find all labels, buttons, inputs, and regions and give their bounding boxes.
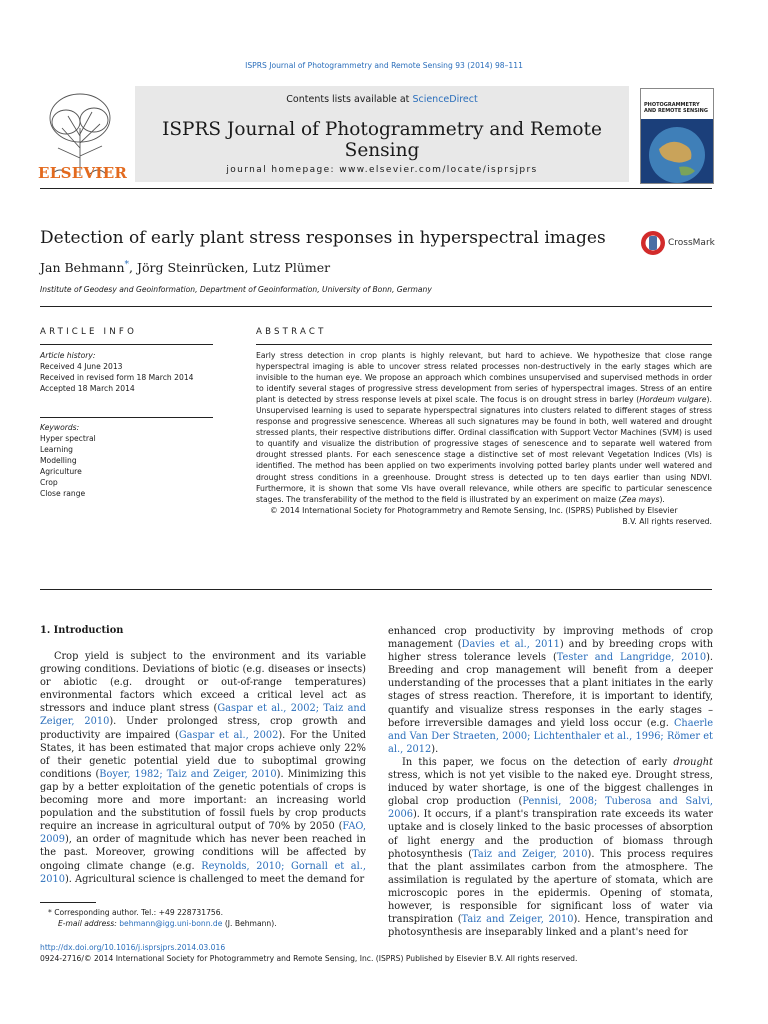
corresponding-author-note: * Corresponding author. Tel.: +49 228731756. (48, 908, 223, 917)
keyword-item: Agriculture (40, 467, 82, 476)
keyword-item: Close range (40, 489, 86, 498)
citation-link[interactable]: Gaspar et al., 2002 (178, 729, 279, 741)
history-label: Article history: (40, 351, 96, 360)
citation-link[interactable]: FAO, 2009 (40, 821, 366, 846)
received-date: Received 4 June 2013 (40, 362, 123, 371)
citation-link[interactable]: Gaspar et al., 2002; Taiz and Zeiger, 2010 (40, 703, 366, 728)
author-1: Jan Behmann (40, 260, 125, 276)
accepted-date: Accepted 18 March 2014 (40, 384, 135, 393)
footnote (40, 907, 277, 929)
article-info-heading: ARTICLE INFO (40, 327, 138, 337)
abstract-copyright (256, 505, 712, 516)
keyword-item: Hyper spectral (40, 434, 96, 443)
publisher-logo-text: ELSEVIER (38, 164, 128, 182)
citation-link[interactable]: Pennisi, 2008; Tuberosa and Salvi, 2006 (388, 796, 713, 821)
citation-link[interactable]: Davies et al., 2011 (461, 639, 560, 651)
article-history (40, 350, 193, 394)
copyright-line-1: © 2014 International Society for Photogrammetry and Remote Sensing, Inc. (ISPRS) Published by Elsevier (270, 505, 678, 515)
intro-paragraph-1: Crop yield is subject to the environment and its variable growing conditions. Deviations of biotic (e.g. diseases or insects) or abiotic (e.g. drought or out-of-range temperatures) environmental factors which exceed a critical level act as stressors and induce plant stress (Gaspar et al., 2002; Taiz and Zeiger, 2010). Under prolonged stress, crop growth and productivity are impaired (Gaspar et al., 2002). For the United States, it has been estimated that major crops achieve only 22% of their genetic potential yield due to suboptimal growing conditions (Boyer, 1982; Taiz and Zeiger, 2010). Minimizing this gap by a better exploitation of the genetic potentials of crops is becoming more and more important: an increasing world population and the substitution of fossil fuels by crop products require an increase in agricultural output of 70% by 2050 (FAO, 2009), an order of magnitude which has never been reached in the past. Moreover, growing conditions will be affected by ongoing climate change (e.g. Reynolds, 2010; Gornall et al., 2010). Agricultural science is challenged to meet the demand for (40, 651, 367, 885)
abstract-bottom-rule (40, 589, 712, 590)
intro-paragraph-continued: enhanced crop productivity by improving methods of crop management (Davies et al., 2011) and by breeding crops with higher stress tolerance levels (Tester and Langridge, 2010). Breeding and crop management will benefit from a deeper understanding of the processes that a plant initiates in the early stages of stress reaction. Therefore, it is important to identify, quantify and visualize stress responses in the early stages – before irreversible damages and yield loss occur (e.g. Chaerle and Van Der Straeten, 2000; Lichtenthaler et al., 1996; Römer et al., 2012). (388, 626, 713, 755)
issn-line: 0924-2716/© 2014 International Society for Photogrammetry and Remote Sensing, Inc. (ISPRS) Published by Elsevier B.V. All rights reserved. (40, 954, 578, 963)
sciencedirect-link[interactable]: ScienceDirect (412, 94, 478, 105)
citation-link[interactable]: Taiz and Zeiger, 2010 (461, 914, 574, 926)
keywords-block (40, 422, 96, 499)
author-list (40, 260, 330, 275)
title-rule (40, 306, 712, 307)
abstract-text (256, 350, 712, 527)
cover-globe-image (641, 119, 713, 183)
abstract-species-2: Zea mays (621, 494, 660, 504)
keyword-item: Modelling (40, 456, 77, 465)
citation-link[interactable]: Chaerle and Van Der Straeten, 2000; Lichtenthaler et al., 1996; Römer et al., 2012 (388, 717, 713, 755)
cover-label-2: AND REMOTE SENSING (644, 107, 708, 114)
contents-line (135, 94, 629, 105)
keywords-label: Keywords: (40, 423, 80, 432)
abstract-species-1: Hordeum vulgare (639, 395, 707, 405)
header-rule (40, 188, 712, 189)
abstract-copyright-2: B.V. All rights reserved. (622, 516, 712, 526)
journal-title: ISPRS Journal of Photogrammetry and Remote Sensing (162, 119, 602, 161)
abstract-body-1: Early stress detection in crop plants is highly relevant, but hard to achieve. We hypothesize that close range hyperspectral imaging is able to uncover stress related processes non-destructively in the early stages which are invisible to the human eye. We propose an approach which combines unsupervised and supervised methods in order to identify several stages of progressive stress development from series of hyperspectral images. Stress of an entire plant is detected by stress response levels at pixel scale. The focus is on drought stress in barley ( (256, 351, 712, 405)
abstract-rule (256, 344, 712, 345)
doi-link[interactable]: http://dx.doi.org/10.1016/j.isprsjprs.2014.03.016 (40, 943, 226, 952)
keyword-item: Learning (40, 445, 73, 454)
footnote-rule (40, 902, 96, 903)
authors-rest: , Jörg Steinrücken, Lutz Plümer (129, 260, 331, 276)
citation-link[interactable]: Tester and Langridge, 2010 (556, 652, 707, 664)
revised-date: Received in revised form 18 March 2014 (40, 373, 194, 382)
journal-reference[interactable]: ISPRS Journal of Photogrammetry and Remote Sensing 93 (2014) 98–111 (245, 61, 523, 70)
email-line (40, 918, 277, 929)
cover-label-1: PHOTOGRAMMETRY (644, 102, 700, 108)
citation-link[interactable]: Reynolds, 2010; Gornall et al., 2010 (40, 860, 366, 885)
page-footer (40, 942, 577, 964)
contents-prefix: Contents lists available at (286, 94, 410, 105)
abstract-body-3: ). (659, 494, 665, 504)
email-label: E-mail address: (58, 919, 117, 928)
body-column-left (40, 650, 366, 886)
email-link[interactable]: behmann@igg.uni-bonn.de (119, 919, 223, 928)
journal-cover-thumbnail (640, 88, 714, 184)
journal-homepage[interactable]: journal homepage: www.elsevier.com/locate/isprsjprs (226, 165, 538, 175)
intro-paragraph-2: In this paper, we focus on the detection of early drought stress, which is not yet visible to the naked eye. Drought stress, induced by water shortage, is one of the biggest challenges in global crop production (Pennisi, 2008; Tuberosa and Salvi, 2006). It occurs, if a plant's transpiration rate exceeds its water uptake and is closely linked to the basic processes of absorption of light energy and the production of biomass through photosynthesis (Taiz and Zeiger, 2010). This process requires that the plant assimilates carbon from the atmosphere. The assimilation is regulated by the aperture of stomata, which are microscopic pores in the epidermis. Opening of stomata, however, is responsible for significant loss of water via transpiration (Taiz and Zeiger, 2010). Hence, transpiration and photosynthesis are inseparably linked and a plant's need for (388, 756, 714, 939)
citation-link[interactable]: Boyer, 1982; Taiz and Zeiger, 2010 (99, 768, 277, 780)
abstract-heading: ABSTRACT (256, 327, 327, 337)
affiliation: Institute of Geodesy and Geoinformation, Department of Geoinformation, University of Bonn, Germany (40, 285, 432, 294)
paper-title: Detection of early plant stress responses in hyperspectral images (40, 228, 606, 248)
body-column-right (388, 625, 713, 939)
email-suffix: (J. Behmann). (222, 919, 277, 928)
crossmark-label[interactable]: CrossMark (668, 238, 715, 248)
article-info-rule (40, 344, 213, 345)
corresponding-author-mark[interactable]: * (124, 260, 130, 270)
section-heading-introduction: 1. Introduction (40, 625, 124, 636)
abstract-body-2: ). Unsupervised learning is used to separate hyperspectral signatures into clusters related to different stages of stress response and progressive senescence. Whereas all such signatures may be found in both, well watered and drought stressed plants, their respective distributions differ. Ordinal classification with Support Vector Machines (SVM) is used to quantify and visualize the distribution of progressive stages of senescence and to separate well watered from drought stressed plants. For each senescence stage a distinctive set of most relevant Vegetation Indices (VIs) is identified. The method has been applied on two experiments involving potted barley plants under well watered and drought stress conditions in a greenhouse. Drought stress is detected up to ten days earlier than using NDVI. Furthermore, it is shown that some VIs have overall relevance, while others are specific to particular senescence stages. The transferability of the method to the field is illustrated by an experiment on maize ( (256, 395, 712, 504)
citation-link[interactable]: Taiz and Zeiger, 2010 (472, 848, 588, 860)
keyword-item: Crop (40, 478, 58, 487)
keywords-rule (40, 417, 213, 418)
